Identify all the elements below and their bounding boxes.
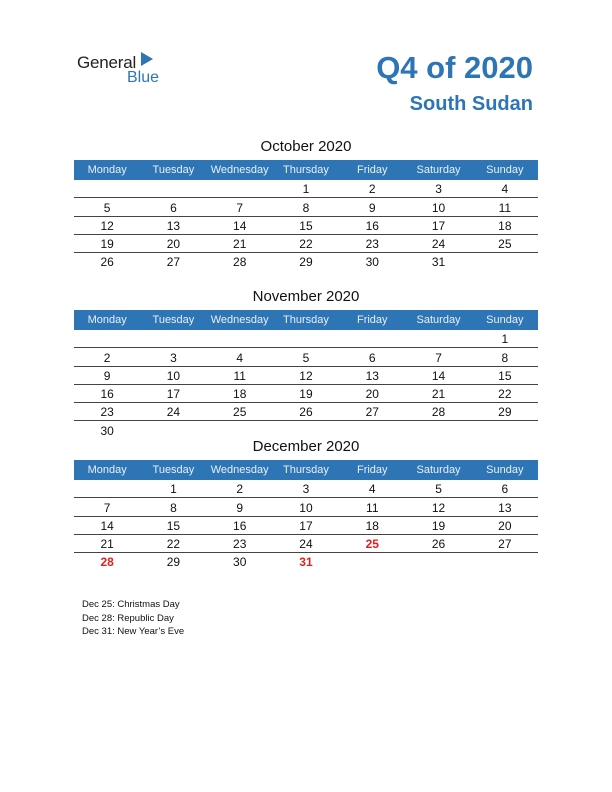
weekday-label: Tuesday (152, 164, 195, 176)
day-cell: 28 (100, 555, 114, 570)
day-cell: 21 (100, 537, 114, 552)
empty-day-cell (273, 331, 339, 347)
day-cell: 11 (498, 200, 512, 215)
logo-text-general: General (77, 53, 137, 72)
empty-day-cell (339, 554, 405, 570)
day-cell: 30 (100, 423, 114, 438)
day-cell: 1 (170, 482, 177, 497)
weekday-label: Monday (87, 314, 127, 326)
day-cell: 9 (236, 500, 244, 515)
holiday-note: Dec 31: New Year’s Eve (82, 626, 185, 637)
day-cell: 9 (368, 200, 376, 215)
day-cell: 2 (368, 182, 376, 197)
holiday-notes (82, 598, 184, 639)
empty-day-cell (140, 331, 206, 347)
day-cell: 28 (431, 405, 446, 420)
weekday-label: Friday (356, 314, 388, 326)
weekday-label: Saturday (416, 314, 461, 326)
day-cell: 23 (365, 237, 379, 252)
week-row (74, 554, 538, 570)
day-cell: 28 (233, 255, 247, 270)
holiday-note: Dec 28: Republic Day (82, 612, 174, 624)
month-title: October 2020 (260, 138, 352, 155)
day-cell: 24 (299, 537, 313, 552)
weekday-label: Thursday (283, 314, 329, 326)
day-cell: 22 (299, 237, 313, 252)
week-row (74, 536, 538, 553)
empty-day-cell (405, 331, 471, 347)
day-cell: 10 (299, 500, 313, 515)
week-row (74, 200, 538, 217)
day-cell: 13 (166, 218, 181, 233)
day-cell: 4 (501, 182, 509, 197)
week-row (74, 254, 538, 270)
day-cell: 17 (431, 218, 446, 233)
day-cell: 29 (498, 405, 512, 420)
day-cell: 16 (365, 218, 379, 233)
week-row (74, 236, 538, 253)
day-cell: 20 (166, 237, 181, 252)
empty-day-cell (405, 554, 471, 570)
day-cell: 14 (233, 218, 247, 233)
weekday-header (74, 460, 538, 480)
day-cell: 8 (302, 200, 310, 215)
week-row (74, 350, 538, 367)
weekday-label: Friday (356, 464, 388, 476)
week-row (74, 518, 538, 535)
day-cell: 1 (501, 332, 509, 347)
day-cell: 22 (166, 537, 181, 552)
day-cell: 20 (498, 518, 512, 533)
day-cell: 15 (166, 518, 181, 533)
weekday-header (74, 160, 538, 180)
day-cell: 15 (498, 368, 512, 383)
day-cell: 1 (302, 182, 310, 197)
day-cell: 8 (501, 350, 509, 365)
day-cell: 7 (103, 500, 111, 515)
week-row (74, 181, 538, 198)
day-cell: 12 (100, 218, 114, 233)
logo-text-blue: Blue (127, 69, 160, 86)
day-cell: 22 (498, 387, 512, 402)
day-cell: 6 (368, 350, 376, 365)
month-calendar-october (74, 137, 538, 270)
day-cell: 23 (100, 405, 114, 420)
day-cell: 26 (431, 537, 446, 552)
weekday-label: Sunday (486, 464, 524, 476)
empty-day-cell (140, 181, 206, 197)
weekday-label: Sunday (486, 164, 524, 176)
day-cell: 19 (299, 387, 313, 402)
day-cell: 14 (100, 518, 114, 533)
day-cell: 5 (435, 482, 442, 497)
weekday-label: Friday (356, 164, 388, 176)
day-cell: 30 (233, 555, 247, 570)
week-row (74, 386, 538, 403)
day-cell: 27 (498, 537, 512, 552)
weekday-label: Tuesday (152, 314, 195, 326)
day-cell: 5 (103, 200, 111, 215)
day-cell: 12 (299, 368, 313, 383)
quarter-title: Q4 of 2020 (376, 50, 533, 85)
day-cell: 4 (368, 482, 376, 497)
logo-flag-icon (141, 52, 153, 66)
empty-day-cell (472, 554, 538, 570)
day-cell: 10 (431, 200, 446, 215)
day-cell: 26 (299, 405, 313, 420)
day-cell: 11 (366, 500, 379, 515)
day-cell: 12 (431, 500, 446, 515)
week-row (74, 368, 538, 385)
day-cell: 19 (100, 237, 114, 252)
day-cell: 21 (431, 387, 446, 402)
day-cell: 25 (365, 537, 379, 552)
weekday-label: Monday (87, 164, 127, 176)
week-row (74, 218, 538, 235)
day-cell: 13 (498, 500, 512, 515)
day-cell: 16 (100, 387, 114, 402)
day-cell: 29 (166, 555, 181, 570)
day-cell: 11 (233, 368, 246, 383)
day-cell: 3 (435, 182, 442, 197)
empty-day-cell (74, 481, 140, 497)
weekday-label: Thursday (283, 164, 329, 176)
empty-day-cell (472, 254, 538, 270)
day-cell: 3 (302, 482, 310, 497)
weekday-label: Wednesday (210, 164, 269, 176)
day-cell: 18 (233, 387, 247, 402)
day-cell: 17 (166, 387, 181, 402)
day-cell: 15 (299, 218, 313, 233)
weekday-label: Monday (87, 464, 127, 476)
weekday-label: Tuesday (152, 464, 195, 476)
day-cell: 18 (365, 518, 379, 533)
empty-day-cell (207, 181, 273, 197)
day-cell: 23 (233, 537, 247, 552)
day-cell: 6 (501, 482, 509, 497)
weekday-label: Saturday (416, 164, 461, 176)
week-row (74, 500, 538, 517)
month-title: December 2020 (252, 438, 360, 455)
day-cell: 3 (170, 350, 177, 365)
weekday-label: Thursday (283, 464, 329, 476)
day-cell: 25 (233, 405, 247, 420)
day-cell: 30 (365, 255, 379, 270)
empty-day-cell (207, 331, 273, 347)
day-cell: 19 (431, 518, 446, 533)
day-cell: 2 (103, 350, 111, 365)
month-calendar-november (74, 287, 538, 439)
weekday-label: Wednesday (210, 464, 269, 476)
day-cell: 2 (236, 482, 244, 497)
day-cell: 26 (100, 255, 114, 270)
day-cell: 18 (498, 218, 512, 233)
day-cell: 6 (170, 200, 177, 215)
day-cell: 7 (236, 200, 244, 215)
weekday-label: Saturday (416, 464, 461, 476)
day-cell: 31 (431, 255, 446, 270)
month-title: November 2020 (252, 288, 360, 305)
day-cell: 29 (299, 255, 313, 270)
weekday-header (74, 310, 538, 330)
day-cell: 20 (365, 387, 379, 402)
day-cell: 7 (435, 350, 442, 365)
day-cell: 16 (233, 518, 247, 533)
holiday-note: Dec 25: Christmas Day (82, 599, 180, 610)
day-cell: 25 (498, 237, 512, 252)
day-cell: 9 (103, 368, 111, 383)
day-cell: 24 (431, 237, 446, 252)
week-row (74, 481, 538, 498)
month-calendar-december (74, 437, 538, 570)
day-cell: 21 (233, 237, 247, 252)
day-cell: 27 (166, 255, 181, 270)
day-cell: 5 (302, 350, 310, 365)
day-cell: 14 (431, 368, 446, 383)
day-cell: 4 (236, 350, 244, 365)
day-cell: 24 (166, 405, 181, 420)
weekday-label: Wednesday (210, 314, 269, 326)
weekday-label: Sunday (486, 314, 524, 326)
day-cell: 10 (166, 368, 181, 383)
empty-day-cell (74, 181, 140, 197)
week-row (74, 404, 538, 421)
empty-day-cell (74, 331, 140, 347)
generalblue-logo (77, 52, 177, 88)
week-row (74, 331, 538, 348)
day-cell: 8 (170, 500, 177, 515)
day-cell: 17 (299, 518, 313, 533)
country-name: South Sudan (409, 93, 533, 115)
day-cell: 27 (365, 405, 379, 420)
empty-day-cell (339, 331, 405, 347)
day-cell: 31 (299, 555, 313, 570)
day-cell: 13 (365, 368, 379, 383)
